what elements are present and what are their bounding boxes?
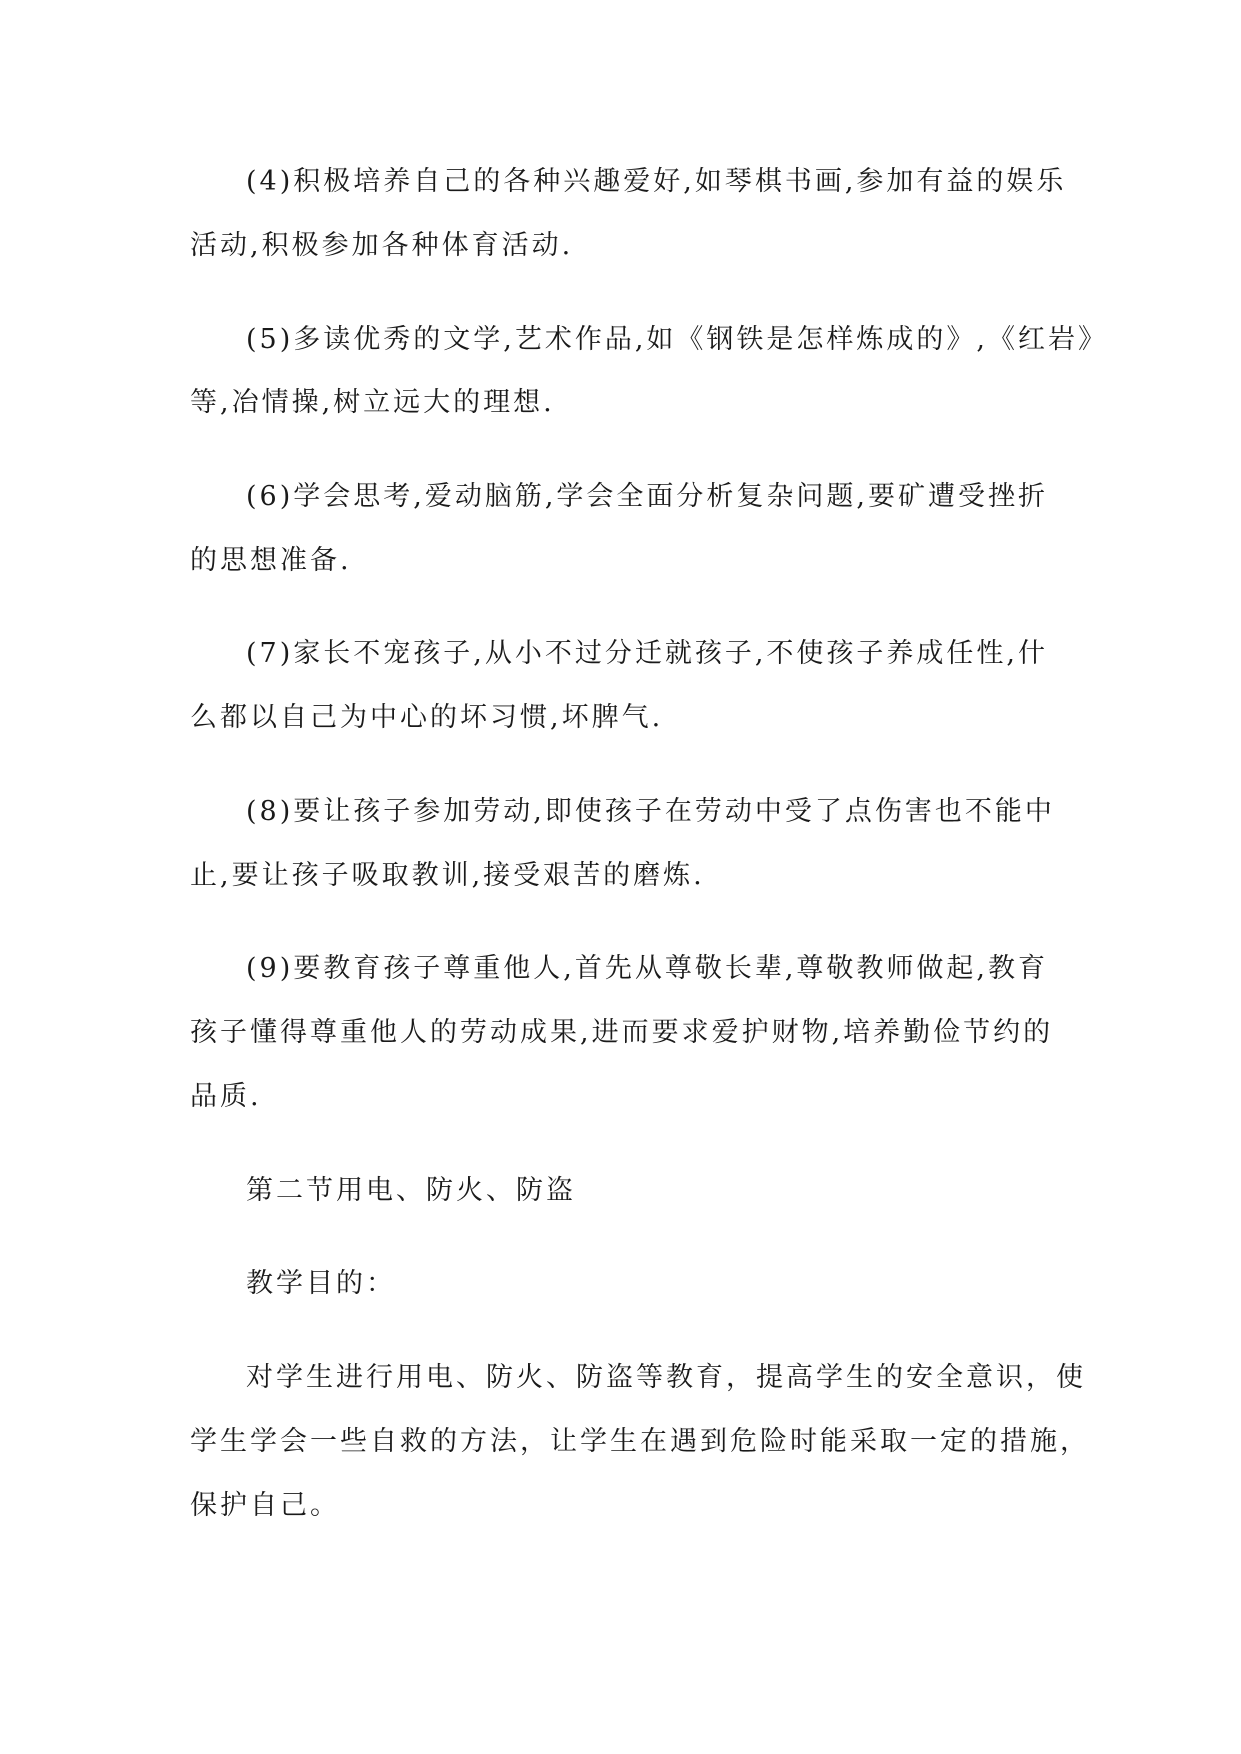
paragraph-7-line-1: (7)家长不宠孩子,从小不过分迁就孩子,不使孩子养成任性,什 xyxy=(246,638,1048,669)
teaching-goal-label: 教学目的： xyxy=(246,1268,396,1299)
paragraph-5-line-1: (5)多读优秀的文学,艺术作品,如《钢铁是怎样炼成的》,《红岩》 xyxy=(246,324,1108,355)
paragraph-8-line-2: 止,要让孩子吸取教训,接受艰苦的磨炼. xyxy=(190,860,705,891)
paragraph-4-line-1: (4)积极培养自己的各种兴趣爱好,如琴棋书画,参加有益的娱乐 xyxy=(246,166,1067,197)
paragraph-9-line-2: 孩子懂得尊重他人的劳动成果,进而要求爱护财物,培养勤俭节约的 xyxy=(190,1017,1054,1048)
paragraph-8-line-1: (8)要让孩子参加劳动,即使孩子在劳动中受了点伤害也不能中 xyxy=(246,796,1055,827)
teaching-goal-line-1: 对学生进行用电、防火、防盗等教育，提高学生的安全意识，使 xyxy=(246,1362,1086,1393)
paragraph-4-line-2: 活动,积极参加各种体育活动. xyxy=(190,230,574,261)
paragraph-9-line-3: 品质. xyxy=(190,1081,262,1112)
paragraph-6-line-2: 的思想准备. xyxy=(190,545,352,576)
paragraph-5-line-2: 等,冶情操,树立远大的理想. xyxy=(190,387,555,418)
section-heading: 第二节用电、防火、防盗 xyxy=(246,1175,576,1206)
paragraph-6-line-1: (6)学会思考,爱动脑筋,学会全面分析复杂问题,要矿遭受挫折 xyxy=(246,481,1048,512)
teaching-goal-line-3: 保护自己。 xyxy=(190,1490,340,1521)
paragraph-9-line-1: (9)要教育孩子尊重他人,首先从尊敬长辈,尊敬教师做起,教育 xyxy=(246,953,1048,984)
paragraph-7-line-2: 么都以自己为中心的坏习惯,坏脾气. xyxy=(190,702,664,733)
teaching-goal-line-2: 学生学会一些自救的方法，让学生在遇到危险时能采取一定的措施， xyxy=(190,1426,1090,1457)
